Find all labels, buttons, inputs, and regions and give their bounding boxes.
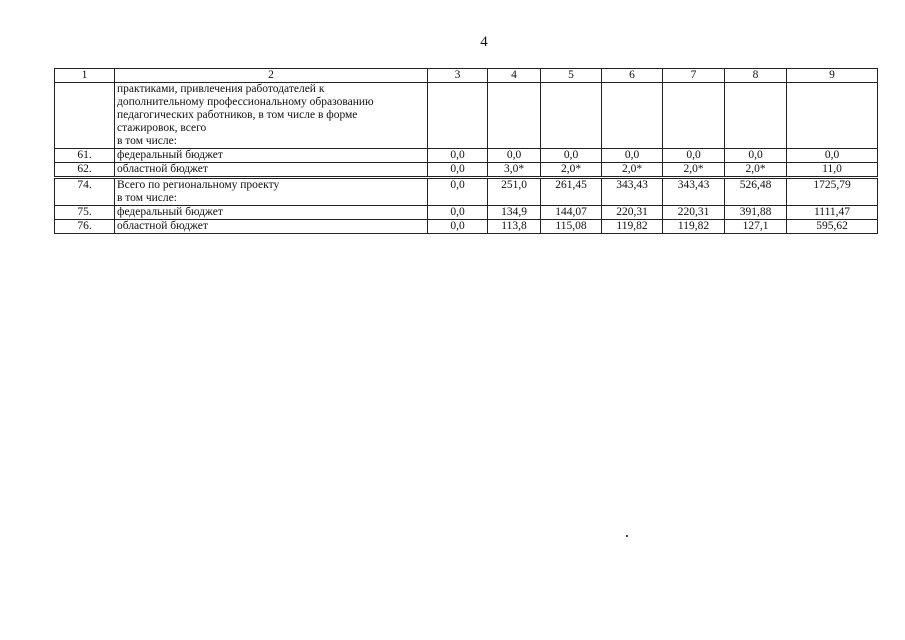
row-label-line: практиками, привлечения работодателей к — [117, 83, 325, 95]
table-cell — [541, 83, 602, 149]
table-cell: 391,88 — [725, 206, 787, 220]
table-cell: 526,48 — [725, 178, 787, 206]
column-header: 5 — [541, 69, 602, 83]
table-header-row — [55, 69, 878, 83]
scan-speck — [626, 535, 628, 537]
table-cell: 134,9 — [488, 206, 541, 220]
table-cell: 119,82 — [602, 220, 663, 234]
column-header: 9 — [787, 69, 878, 83]
table-cell: 115,08 — [541, 220, 602, 234]
table-cell: 595,62 — [787, 220, 878, 234]
row-index: 62. — [55, 163, 115, 178]
column-header: 2 — [115, 69, 428, 83]
row-label-line: педагогических работников, в том числе в форме — [117, 109, 358, 121]
table-cell: 0,0 — [787, 149, 878, 163]
table-row — [55, 83, 878, 149]
table-row — [55, 149, 878, 163]
row-label-line: дополнительному профессиональному образованию — [117, 96, 374, 108]
table-cell: 1725,79 — [787, 178, 878, 206]
column-header: 6 — [602, 69, 663, 83]
column-header: 1 — [55, 69, 115, 83]
row-label: областной бюджет — [115, 220, 428, 234]
table-cell: 0,0 — [663, 149, 725, 163]
table-cell: 0,0 — [428, 178, 488, 206]
table-cell: 0,0 — [488, 149, 541, 163]
table-cell: 1111,47 — [787, 206, 878, 220]
table-cell: 2,0* — [541, 163, 602, 178]
table-cell: 127,1 — [725, 220, 787, 234]
row-index: 61. — [55, 149, 115, 163]
column-header: 8 — [725, 69, 787, 83]
table-cell: 0,0 — [541, 149, 602, 163]
table-cell: 343,43 — [602, 178, 663, 206]
table-cell: 2,0* — [602, 163, 663, 178]
budget-table — [54, 68, 878, 234]
table-cell: 11,0 — [787, 163, 878, 178]
row-label — [115, 83, 428, 149]
table-cell: 2,0* — [663, 163, 725, 178]
table-cell — [663, 83, 725, 149]
column-header: 4 — [488, 69, 541, 83]
table-cell: 0,0 — [602, 149, 663, 163]
table-cell — [725, 83, 787, 149]
table-cell: 251,0 — [488, 178, 541, 206]
table-cell — [488, 83, 541, 149]
table-cell: 0,0 — [428, 220, 488, 234]
row-index: 76. — [55, 220, 115, 234]
table-row — [55, 178, 878, 206]
table-row — [55, 220, 878, 234]
table-cell: 0,0 — [428, 206, 488, 220]
table-cell: 144,07 — [541, 206, 602, 220]
row-index: 74. — [55, 178, 115, 206]
table-cell: 261,45 — [541, 178, 602, 206]
page-number: 4 — [480, 34, 488, 50]
table-cell — [787, 83, 878, 149]
column-header: 3 — [428, 69, 488, 83]
column-header: 7 — [663, 69, 725, 83]
table-row — [55, 206, 878, 220]
row-label-line: стажировок, всего — [117, 122, 207, 134]
row-index: 75. — [55, 206, 115, 220]
table-cell — [602, 83, 663, 149]
row-index — [55, 83, 115, 149]
table-cell: 343,43 — [663, 178, 725, 206]
table-cell: 119,82 — [663, 220, 725, 234]
table-cell: 220,31 — [602, 206, 663, 220]
row-label-line: в том числе: — [117, 192, 177, 204]
table-cell: 220,31 — [663, 206, 725, 220]
row-label-line: Всего по региональному проекту — [117, 179, 280, 191]
table-cell — [428, 83, 488, 149]
table-cell: 0,0 — [428, 149, 488, 163]
row-label-line: в том числе: — [117, 135, 177, 147]
table-cell: 2,0* — [725, 163, 787, 178]
table-cell: 3,0* — [488, 163, 541, 178]
table-row — [55, 163, 878, 178]
row-label: федеральный бюджет — [115, 206, 428, 220]
table-cell: 0,0 — [428, 163, 488, 178]
row-label — [115, 178, 428, 206]
row-label: областной бюджет — [115, 163, 428, 178]
row-label: федеральный бюджет — [115, 149, 428, 163]
table-cell: 113,8 — [488, 220, 541, 234]
table-cell: 0,0 — [725, 149, 787, 163]
